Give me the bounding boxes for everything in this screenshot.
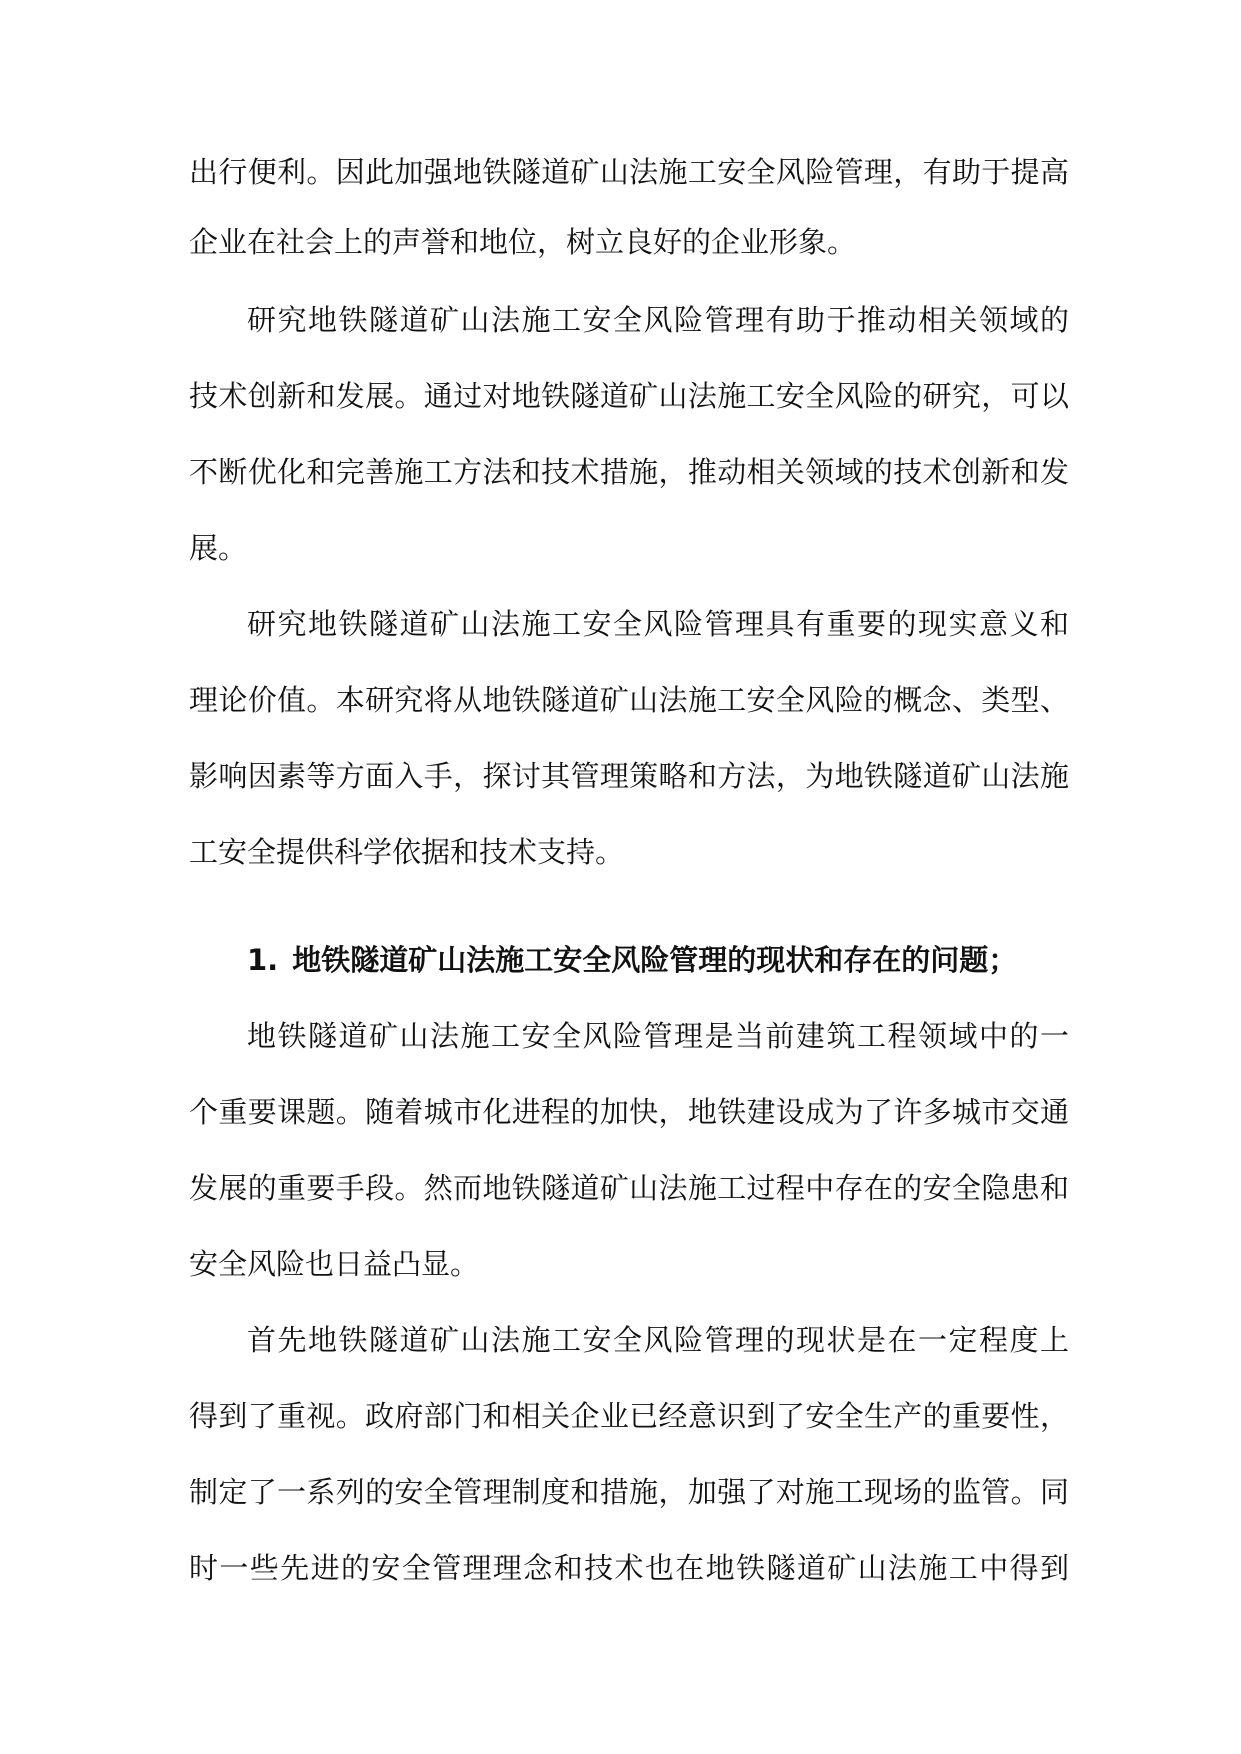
paragraph-4-line-1: 地铁隧道矿山法施工安全风险管理是当前建筑工程领域中的一 [247, 1019, 1069, 1053]
paragraph-2-line-3: 不断优化和完善施工方法和技术措施，推动相关领域的技术创新和发 [189, 455, 1069, 489]
paragraph-1-line-1: 出行便利。因此加强地铁隧道矿山法施工安全风险管理，有助于提高 [189, 155, 1069, 189]
paragraph-2-line-2: 技术创新和发展。通过对地铁隧道矿山法施工安全风险的研究，可以 [189, 379, 1069, 413]
paragraph-4-line-3: 发展的重要手段。然而地铁隧道矿山法施工过程中存在的安全隐患和 [189, 1171, 1069, 1205]
paragraph-5-line-3: 制定了一系列的安全管理制度和措施，加强了对施工现场的监管。同 [189, 1475, 1069, 1509]
paragraph-2-line-1: 研究地铁隧道矿山法施工安全风险管理有助于推动相关领域的 [247, 303, 1069, 337]
paragraph-5-line-1: 首先地铁隧道矿山法施工安全风险管理的现状是在一定程度上 [247, 1323, 1069, 1357]
paragraph-3-line-1: 研究地铁隧道矿山法施工安全风险管理具有重要的现实意义和 [247, 607, 1069, 641]
paragraph-2-line-4: 展。 [189, 531, 248, 565]
paragraph-5-line-4: 时一些先进的安全管理理念和技术也在地铁隧道矿山法施工中得到 [189, 1551, 1069, 1585]
paragraph-4-line-2: 个重要课题。随着城市化进程的加快，地铁建设成为了许多城市交通 [189, 1095, 1069, 1129]
section-number: 1. [247, 943, 279, 977]
paragraph-1-line-2: 企业在社会上的声誉和地位，树立良好的企业形象。 [189, 225, 857, 259]
paragraph-5-line-2: 得到了重视。政府部门和相关企业已经意识到了安全生产的重要性， [189, 1399, 1069, 1433]
section-heading [247, 940, 1069, 980]
paragraph-3-line-4: 工安全提供科学依据和技术支持。 [189, 835, 625, 869]
paragraph-3-line-2: 理论价值。本研究将从地铁隧道矿山法施工安全风险的概念、类型、 [189, 683, 1069, 717]
paragraph-4-line-4: 安全风险也日益凸显。 [189, 1247, 480, 1281]
paragraph-3-line-3: 影响因素等方面入手，探讨其管理策略和方法，为地铁隧道矿山法施 [189, 759, 1069, 793]
section-title: 地铁隧道矿山法施工安全风险管理的现状和存在的问题； [292, 943, 1018, 977]
